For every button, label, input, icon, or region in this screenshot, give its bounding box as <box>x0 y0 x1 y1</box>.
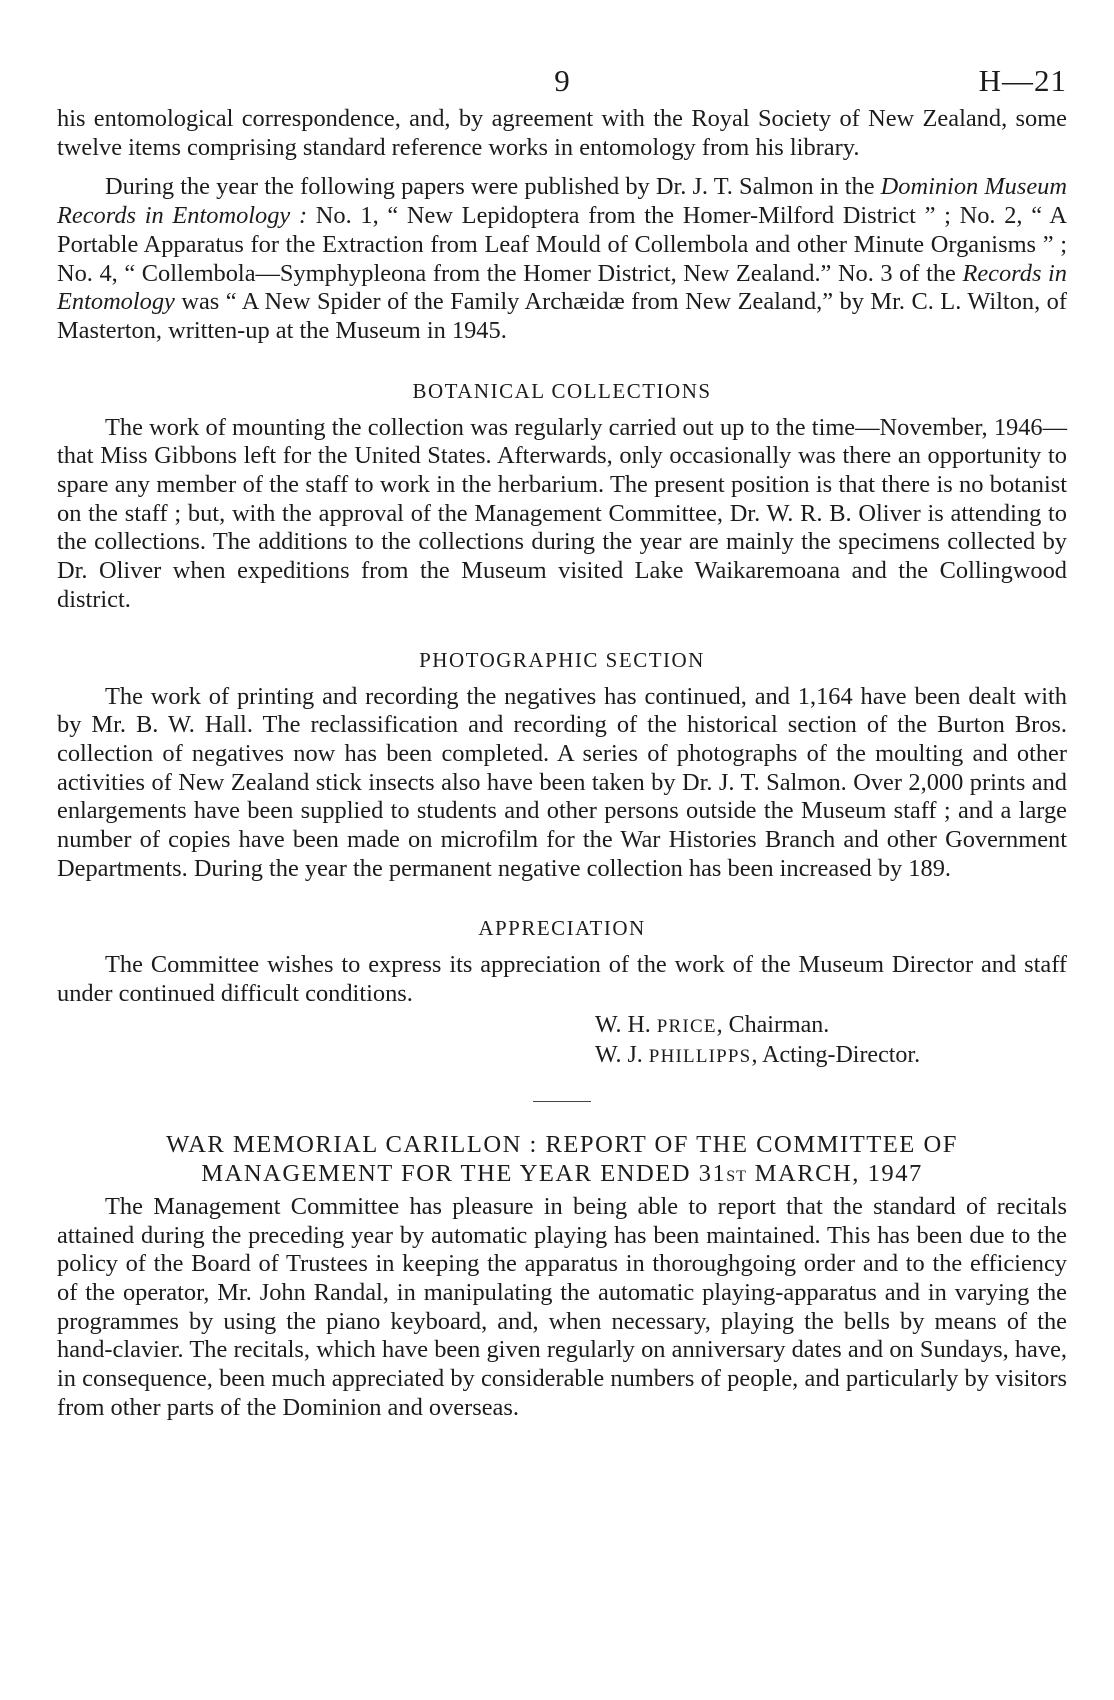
heading-text: MANAGEMENT FOR THE YEAR ENDED 31 <box>201 1159 727 1187</box>
heading-text: MARCH, 1947 <box>746 1159 923 1187</box>
italic-title: Records in Entomology <box>57 259 1067 316</box>
signature-block <box>595 1011 1067 1071</box>
carillon-heading <box>57 1130 1067 1191</box>
carillon-heading-line-2 <box>57 1159 1067 1191</box>
signature-initials: W. J. <box>595 1041 649 1068</box>
photographic-paragraph: The work of printing and recording the negatives has continued, and 1,164 have been dealt with by Mr. B. W. Hall. The reclassification and recording of the historical section of the Burton Bros. collection of negatives now has been completed. A series of photographs of the moulting and other activities of New Zealand stick insects also have been taken by Dr. J. T. Salmon. Over 2,000 prints and enlargements have been supplied to students and other persons outside the Museum staff ; and a large number of copies have been made on microfilm for the War Histories Branch and other Government Departments. During the year the permanent negative collection has been increased by 189. <box>57 682 1067 882</box>
text-run: No. 1, “ New Lepidoptera from the Homer-Milford District ” ; No. 2, “ A Portable Apparatus for the Extraction from Leaf Mould of Collembola and other Minute Organisms ” ; No. 4, “ Collembola—Symphypleona from the Homer District, New Zealand.” No. 3 of the <box>57 202 1067 287</box>
signature-initials: W. H. <box>595 1011 657 1038</box>
ordinal-suffix: ST <box>726 1167 747 1185</box>
botanical-paragraph: The work of mounting the collection was regularly carried out up to the time—November, 1946—that Miss Gibbons left for the United States. Afterwards, only occasionally was there an opportunity to spare any member of the staff to work in the herbarium. The present position is that there is no botanist on the staff ; but, with the approval of the Management Committee, Dr. W. R. B. Oliver is attending to the collections. The additions to the collections during the year are mainly the specimens collected by Dr. Oliver when expeditions from the Museum visited Lake Waikaremoana and the Collingwood district. <box>57 413 1067 613</box>
appreciation-paragraph: The Committee wishes to express its appreciation of the work of the Museum Director and staff under continued difficult conditions. <box>57 951 1067 1008</box>
text-run: During the year the following papers were published by Dr. J. T. Salmon in the <box>105 173 881 201</box>
botanical-heading: BOTANICAL COLLECTIONS <box>412 378 712 403</box>
section-divider <box>533 1101 591 1102</box>
signature-role: , Chairman. <box>716 1011 830 1038</box>
appreciation-heading: APPRECIATION <box>478 916 646 941</box>
page-reference: H—21 <box>978 63 1067 98</box>
page-header <box>57 55 1067 105</box>
carillon-heading-line-1: WAR MEMORIAL CARILLON : REPORT OF THE COMMITTEE OF <box>166 1130 958 1158</box>
photographic-heading: PHOTOGRAPHIC SECTION <box>419 647 705 672</box>
signature-name: PRICE <box>656 1015 717 1037</box>
signature-chairman <box>595 1011 1067 1041</box>
text-run: was “ A New Spider of the Family Archæidæ from New Zealand,” by Mr. C. L. Wilton, of Masterton, written-up at the Museum in 1945. <box>57 288 1067 344</box>
signature-director <box>595 1041 1067 1071</box>
entomology-paragraph-1: his entomological correspondence, and, by agreement with the Royal Society of New Zealand, some twelve items comprising standard reference works in entomology from his library. <box>57 105 1067 161</box>
signature-name: PHILLIPPS <box>648 1045 752 1067</box>
carillon-paragraph: The Management Committee has pleasure in being able to report that the standard of recitals attained during the preceding year by automatic playing has been maintained. This has been due to the policy of the Board of Trustees in keeping the apparatus in thoroughgoing order and to the efficiency of the operator, Mr. John Randal, in manipulating the automatic playing-apparatus and in varying the programmes by using the piano keyboard, and, when necessary, playing the bells by means of the hand-clavier. The recitals, which have been given regularly on anniversary dates and on Sundays, have, in consequence, been much appreciated by considerable numbers of people, and particularly by visitors from other parts of the Dominion and overseas. <box>57 1192 1067 1421</box>
document-page <box>57 55 1067 1423</box>
page-number: 9 <box>554 63 570 98</box>
signature-role: , Acting-Director. <box>751 1041 921 1068</box>
entomology-paragraph-2 <box>57 173 1067 345</box>
italic-title: Dominion Museum Records in Entomology : <box>57 173 1067 230</box>
